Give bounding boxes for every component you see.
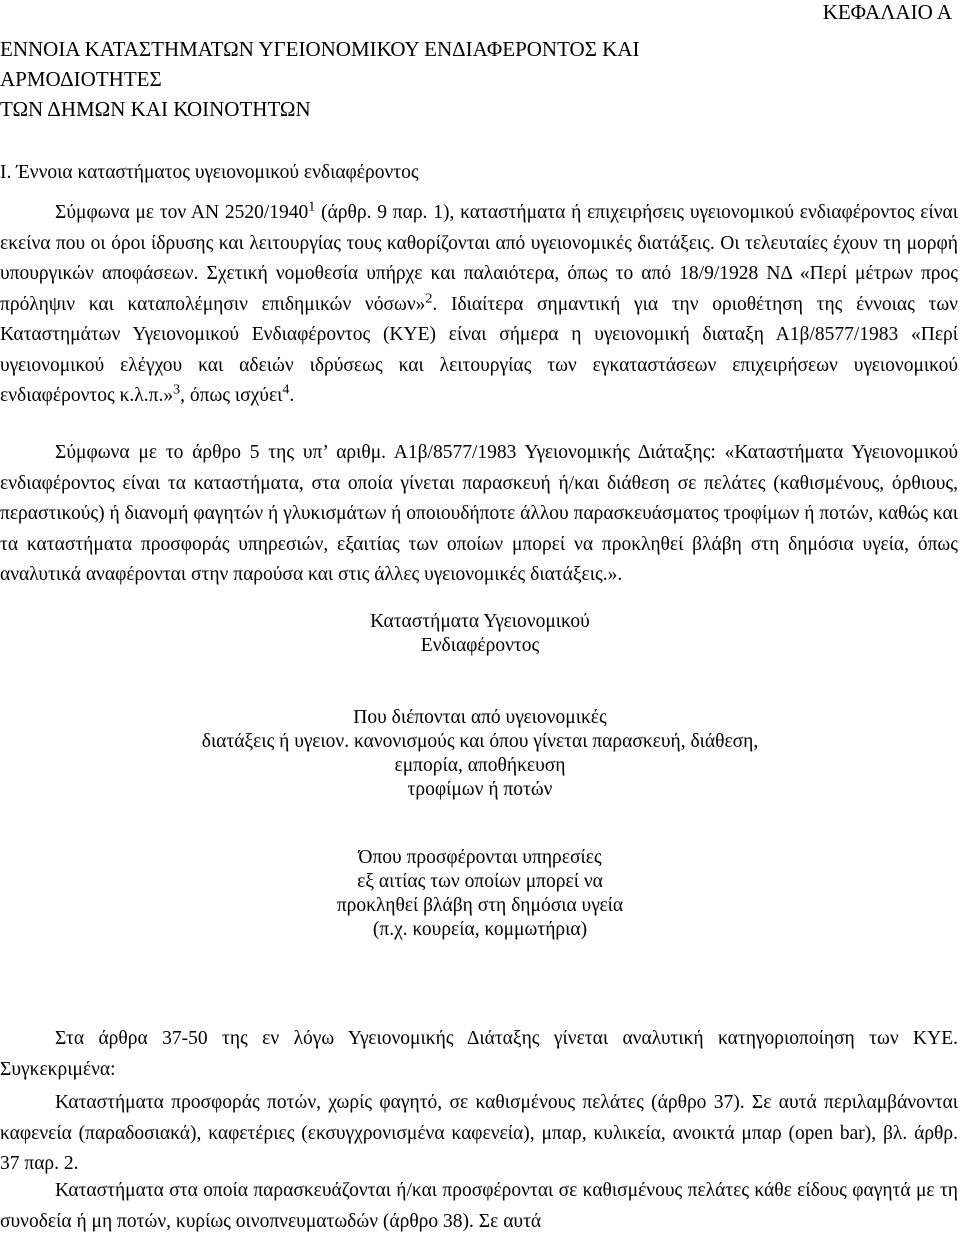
diagram-line: Όπου προσφέρονται υπηρεσίες (358, 847, 602, 868)
diagram-line: Ενδιαφέροντος (420, 635, 540, 656)
paragraph-definition (0, 198, 958, 412)
paragraph-text: Σύμφωνα με τον ΑΝ 2520/1940 (55, 202, 309, 223)
paragraph-category-37: Καταστήματα προσφοράς ποτών, χωρίς φαγητό, σε καθισμένους πελάτες (άρθρο 37). Σε αυτά περιλαμβάνονται καφενεία (παραδοσιακά), καφετέριες (εκσυγχρονισμένα καφενεία), μπαρ, κυλικεία, ανοικτά μπαρ (open bar), βλ. άρθρ. 37 παρ. 2. (0, 1092, 958, 1174)
diagram-line: εμπορία, αποθήκευση (394, 755, 566, 776)
title-line-3: ΤΩΝ ΔΗΜΩΝ ΚΑΙ ΚΟΙΝΟΤΗΤΩΝ (0, 97, 311, 121)
diagram-line: προκληθεί βλάβη στη δημόσια υγεία (336, 895, 624, 916)
paragraph-text: , όπως ισχύει (180, 385, 283, 406)
title-line-2: ΑΡΜΟΔΙΟΤΗΤΕΣ (0, 67, 162, 91)
footnote-ref: 4 (282, 381, 290, 398)
diagram-line: (π.χ. κουρεία, κομμωτήρια) (372, 919, 588, 940)
diagram-line: διατάξεις ή υγειον. κανονισμούς και όπου γίνεται παρασκευή, διάθεση, (201, 731, 759, 752)
diagram-middle-box (0, 706, 960, 802)
paragraph-text: (άρθρ. 9 παρ. 1), καταστήματα ή επιχειρήσεις υγειονομικού ενδιαφέροντος είναι εκείνα που οι όροι ίδρυσης και λειτουργίας τους καθορίζονται από υγειονομικές διατάξεις. Οι τελευταίες έχουν τη μορφή υπουργικών αποφάσεων. Σχετική νομοθεσία υπήρχε και παλαιότερα, όπως το από 18/9/1928 ΝΔ «Περί μέτρων προς πρόληψιν και καταπολέμησιν επιδημικών νόσων» (0, 202, 958, 315)
diagram-line: εξ αιτίας των οποίων μπορεί να (357, 871, 603, 892)
footnote-ref: 1 (308, 198, 316, 215)
paragraph-category-38: Καταστήματα στα οποία παρασκευάζονται ή/και προσφέρονται σε καθισμένους πελάτες κάθε είδους φαγητά με τη συνοδεία ή μη ποτών, κυρίως οινοπνευματωδών (άρθρο 38). Σε αυτά (0, 1180, 958, 1232)
diagram-line: Που διέπονται από υγειονομικές (353, 707, 607, 728)
paragraph-article-5: Σύμφωνα με το άρθρο 5 της υπ’ αριθμ. Α1β/8577/1983 Υγειονομικής Διάταξης: «Καταστήματα Υγειονομικού ενδιαφέροντος είναι τα καταστήματα, στα οποία γίνεται παρασκευή ή/και διάθεση σε πελάτες (καθισμένους, όρθιους, περαστικούς) ή διανομή φαγητών ή γλυκισμάτων ή οποιουδήποτε άλλου παρασκευάσματος τροφίμων ή ποτών, καθώς και τα καταστήματα προσφοράς υπηρεσιών, εξαιτίας των οποίων μπορεί να προκληθεί βλάβη στη δημόσια υγεία, όπως αναλυτικά αναφέρονται στην παρούσα και στις άλλες υγειονομικές διατάξεις.». (0, 442, 958, 585)
diagram-line: Καταστήματα Υγειονομικού (370, 611, 590, 632)
section-heading: Ι. Έννοια καταστήματος υγειονομικού ενδιαφέροντος (0, 162, 419, 183)
diagram-line: τροφίμων ή ποτών (407, 779, 553, 800)
paragraph-text: . (289, 385, 295, 406)
chapter-label: ΚΕΦΑΛΑΙΟ Α (822, 0, 952, 24)
page-title (0, 34, 640, 124)
footnote-ref: 2 (425, 290, 433, 306)
diagram-bottom-box (0, 846, 960, 942)
footnote-ref: 3 (173, 381, 181, 398)
title-line-1: ΕΝΝΟΙΑ ΚΑΤΑΣΤΗΜΑΤΩΝ ΥΓΕΙΟΝΟΜΙΚΟΥ ΕΝΔΙΑΦΕΡΟΝΤΟΣ ΚΑΙ (0, 37, 640, 61)
paragraph-categorization: Στα άρθρα 37-50 της εν λόγω Υγειονομικής Διάταξης γίνεται αναλυτική κατηγοριοποίηση των ΚΥΕ. Συγκεκριμένα: (0, 1028, 958, 1080)
paragraph-text: . Ιδιαίτερα σημαντική για την οριοθέτηση της έννοιας των Καταστημάτων Υγειονομικού Ενδιαφέροντος (ΚΥΕ) είναι σήμερα η υγειονομική διαταξη Α1β/8577/1983 «Περί υγειονομικού ελέγχου και αδειών ιδρύσεως και λειτουργίας των εγκαταστάσεων επιχειρήσεων υγειονομικού ενδιαφέροντος κ.λ.π.» (0, 293, 958, 406)
diagram-top-box (0, 610, 960, 658)
